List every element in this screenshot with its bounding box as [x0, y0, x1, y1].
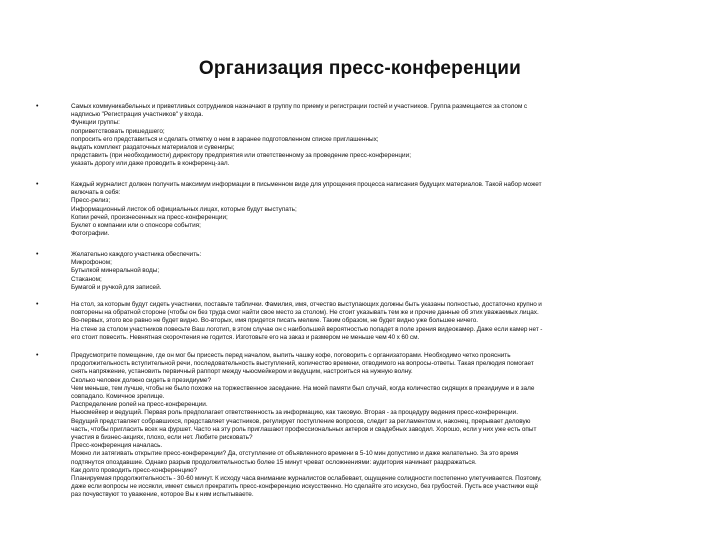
- bullet-icon: •: [36, 352, 39, 359]
- list-item-text: Предусмотрите помещение, где он мог бы присесть перед началом, выпить чашку кофе, поговорить с организаторами. Необходимо четко прояснить продолжительность вступительной речи, последовательность выступлений, количество времени, отводимого на вопросы-ответы. Такая прелюдия помогает снять напряжение, установить первичный раппорт между чьюсмейкером и ведущим, настроиться на нужную волну. Сколько человек должно сидеть в президиуме? Чем меньше, тем лучше, чтобы не было похоже на торжественное заседание. На моей памяти был случай, когда количество сидящих в президиуме и в зале совпадало. Комичное зрелище. Распределение ролей на пресс-конференции. Ньюсмейкер и ведущий. Первая роль предполагает ответственность за информацию, как таковую. Вторая - за процедуру ведения пресс-конференции. Ведущий представляет собравшихся, представляет участников, регулирует поступление вопросов, следит за регламентом и, наконец, прерывает деловую часть, чтобы пригласить всех на фуршет. Часто на эту роль приглашают профессиональных актеров и свадебных заводил. Хорошо, если у них уже есть опыт участия в бизнес-акциях, плохо, если нет. Любите рисковать? Пресс-конференция началась. Можно ли затягивать открытие пресс-конференции? Да, отступление от объявленного времени в 5-10 мин допустимо и даже желательно. За это время подтянутся опоздавшие. Однако разрыв продолжительностью более 15 минут чреват осложнениями: аудитория начинает раздражаться. Как долго проводить пресс-конференцию? Планируемая продолжительность - 30-60 минут. К исходу часа внимание журналистов ослабевает, ощущение солидности постепенно улетучивается. Поэтому, даже если вопросы не иссякли, имеет смысл прекратить пресс-конференцию искусственно. Но сделайте это искусно, без грубостей. Пусть все участники ещё раз почувствуют то уважение, которое Вы к ним испытываете.: [71, 352, 542, 499]
- list-item-text: Самых коммуникабельных и приветливых сотрудников назначают в группу по приему и регистрации гостей и участников. Группа размещается за столом с надписью "Регистрация участников" у входа. Функции группы: поприветствовать пришедшего; попросить его представиться и сделать отметку о нем в заранее подготовленном списке приглашенных; выдать комплект раздаточных материалов и сувениры; представить (при необходимости) директору предприятия или ответственному за проведение пресс-конференции; указать дорогу или даже проводить в конференц-зал.: [71, 103, 528, 168]
- list-item-text: На стол, за которым будут сидеть участники, поставьте таблички. Фамилия, имя, отчество выступающих должны быть указаны полностью, достаточно крупно и повторены на обратной стороне (чтобы он без труда смог найти свое место за столом). Не стоит указывать тем же и прочие данные об этих уважаемых лицах. Во-первых, этого все равно не будет видно. Во-вторых, имя придется писать мелкие. Таким образом, не будет видно уже большее ничего. На стене за столом участников повесьте Ваш логотип, в этом случае он с наибольшей вероятностью попадет в поле зрения видеокамер. Даже если камер нет - его стоит повесить. Невнятная скорочтения не годится. Изготовьте его на заказ и размером не меньше чем 40 х 60 см.: [71, 301, 543, 341]
- bullet-icon: •: [36, 251, 39, 258]
- list-item-text: Каждый журналист должен получить максимум информации в письменном виде для упрощения процесса написания будущих материалов. Такой набор может включать в себя: Пресс-релиз; Информационный листок об официальных лицах, которые будут выступать; Копии речей, произнесенных на пресс-конференции; Буклет о компании или о спонсоре события; Фотографии.: [71, 181, 542, 238]
- bullet-icon: •: [36, 301, 39, 308]
- bullet-icon: •: [36, 181, 39, 188]
- page-title: Организация пресс-конференции: [198, 58, 522, 79]
- bullet-icon: •: [36, 103, 39, 110]
- list-item-text: Желательно каждого участника обеспечить: Микрофоном; Бутылкой минеральной воды; Стаканом; Бумагой и ручкой для записей.: [71, 251, 202, 291]
